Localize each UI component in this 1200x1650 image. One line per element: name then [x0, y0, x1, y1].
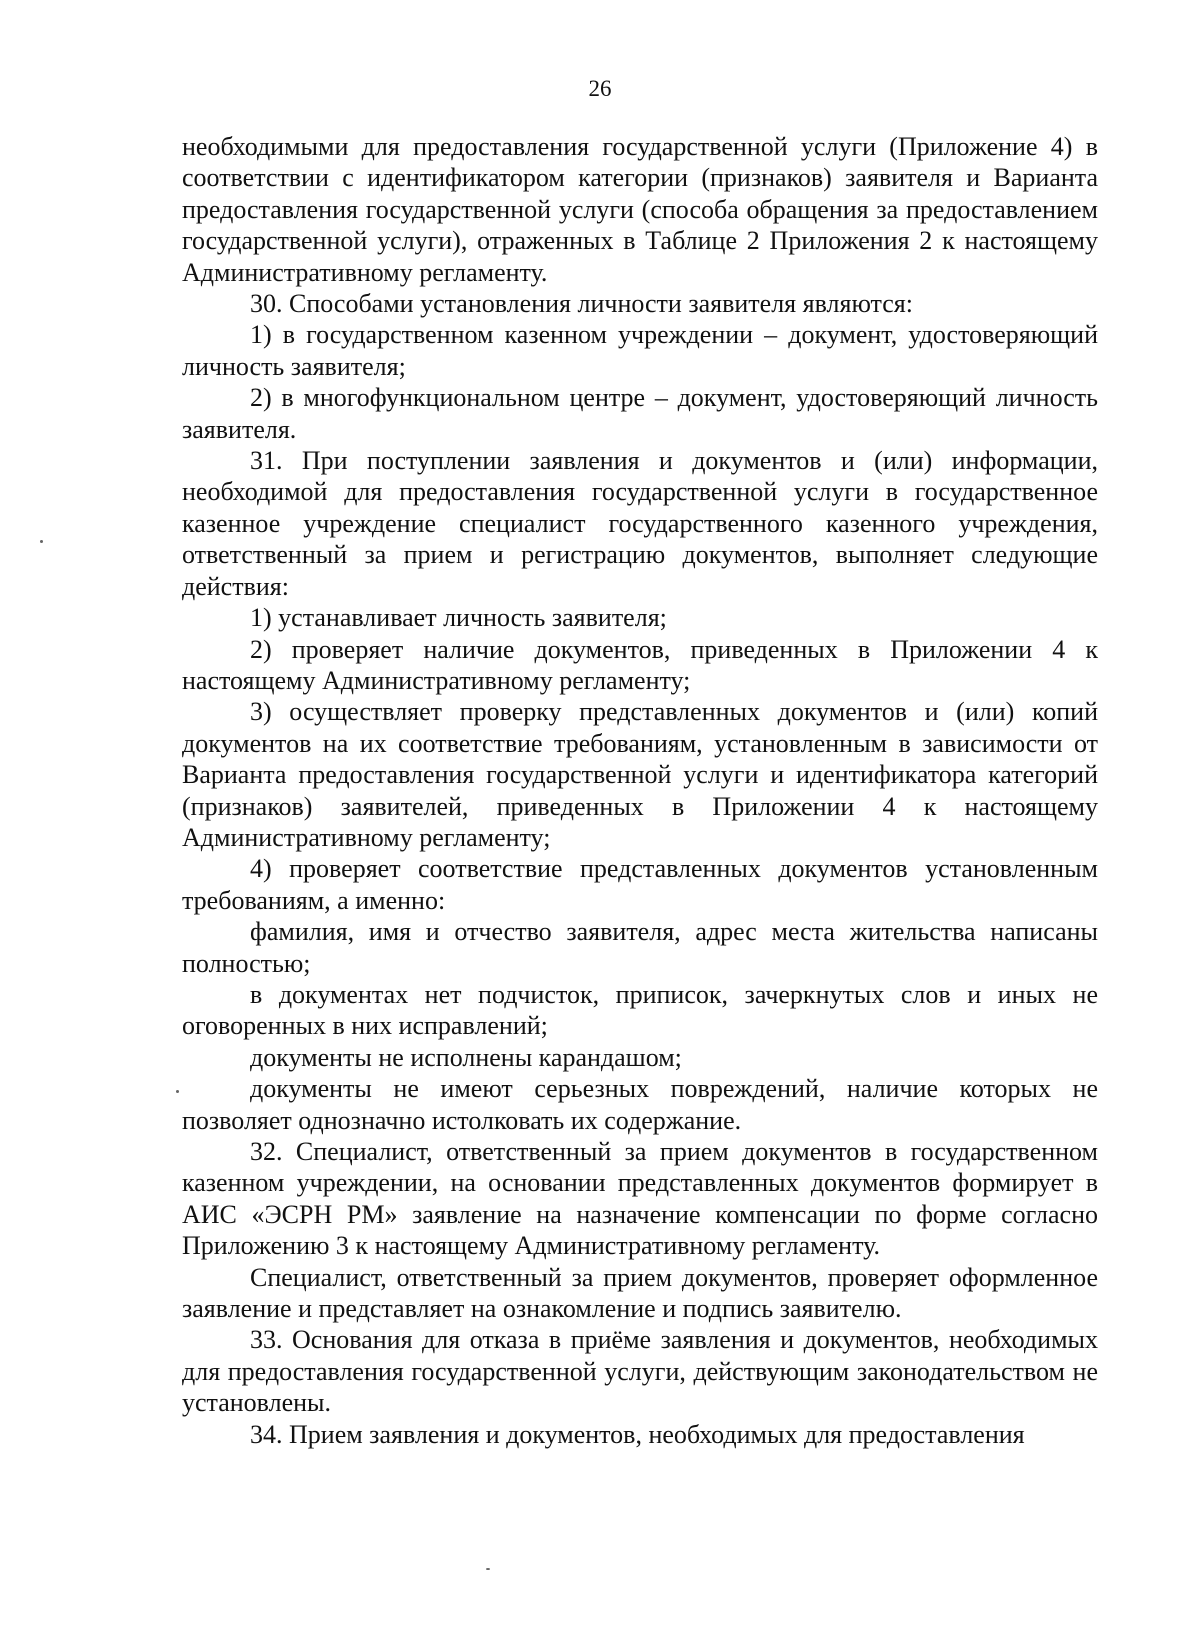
requirement-2: в документах нет подчисток, приписок, зачеркнутых слов и иных не оговоренных в них исправлений;	[182, 979, 1098, 1041]
scan-speck	[176, 1090, 179, 1093]
paragraph-32: 32. Специалист, ответственный за прием документов в государственном казенном учреждении, на основании представленных документов формирует в АИС «ЭСРН РМ» заявление на назначение компенсации по форме согласно Приложению 3 к настоящему Административному регламенту.	[182, 1137, 1098, 1261]
paragraph-31: 31. При поступлении заявления и документов и (или) информации, необходимой для предоставления государственной услуги в государственное казенное учреждение специалист государственного казенного учреждения, ответственный за прием и регистрацию документов, выполняет следующие действия:	[182, 446, 1098, 601]
scan-speck	[40, 540, 43, 543]
paragraph-32-continued: Специалист, ответственный за прием документов, проверяет оформленное заявление и представляет на ознакомление и подпись заявителю.	[182, 1262, 1098, 1324]
paragraph-31-item-3: 3) осуществляет проверку представленных документов и (или) копий документов на их соответствие требованиям, установленным в зависимости от Варианта предоставления государственной услуги и идентификатора категорий (признаков) заявителей, приведенных в Приложении 4 к настоящему Административному регламенту;	[182, 697, 1098, 852]
paragraph-30-item-1: 1) в государственном казенном учреждении – документ, удостоверяющий личность заявителя;	[182, 320, 1098, 381]
document-body	[182, 131, 1098, 1450]
paragraph-30-item-2: 2) в многофункциональном центре – документ, удостоверяющий личность заявителя.	[182, 383, 1098, 444]
paragraph-continuation: необходимыми для предоставления государственной услуги (Приложение 4) в соответствии с идентификатором категории (признаков) заявителя и Варианта предоставления государственной услуги (способа обращения за предоставлением государственной услуги), отраженных в Таблице 2 Приложения 2 к настоящему Административному регламенту.	[182, 132, 1098, 287]
paragraph-33: 33. Основания для отказа в приёме заявления и документов, необходимых для предоставления государственной услуги, действующим законодательством не установлены.	[182, 1325, 1098, 1418]
page-number: 26	[588, 76, 612, 101]
paragraph-31-item-1: 1) устанавливает личность заявителя;	[250, 603, 667, 633]
paragraph-30: 30. Способами установления личности заявителя являются:	[250, 289, 913, 319]
paragraph-31-item-4: 4) проверяет соответствие представленных документов установленным требованиям, а именно:	[182, 854, 1098, 915]
requirement-1: фамилия, имя и отчество заявителя, адрес места жительства написаны полностью;	[182, 917, 1098, 978]
paragraph-34: 34. Прием заявления и документов, необходимых для предоставления	[250, 1419, 1025, 1449]
requirement-3: документы не исполнены карандашом;	[250, 1042, 682, 1072]
paragraph-31-item-2: 2) проверяет наличие документов, приведенных в Приложении 4 к настоящему Административному регламенту;	[182, 634, 1098, 695]
scan-speck	[486, 1568, 490, 1570]
requirement-4: документы не имеют серьезных повреждений, наличие которых не позволяет однозначно истолковать их содержание.	[182, 1074, 1098, 1135]
